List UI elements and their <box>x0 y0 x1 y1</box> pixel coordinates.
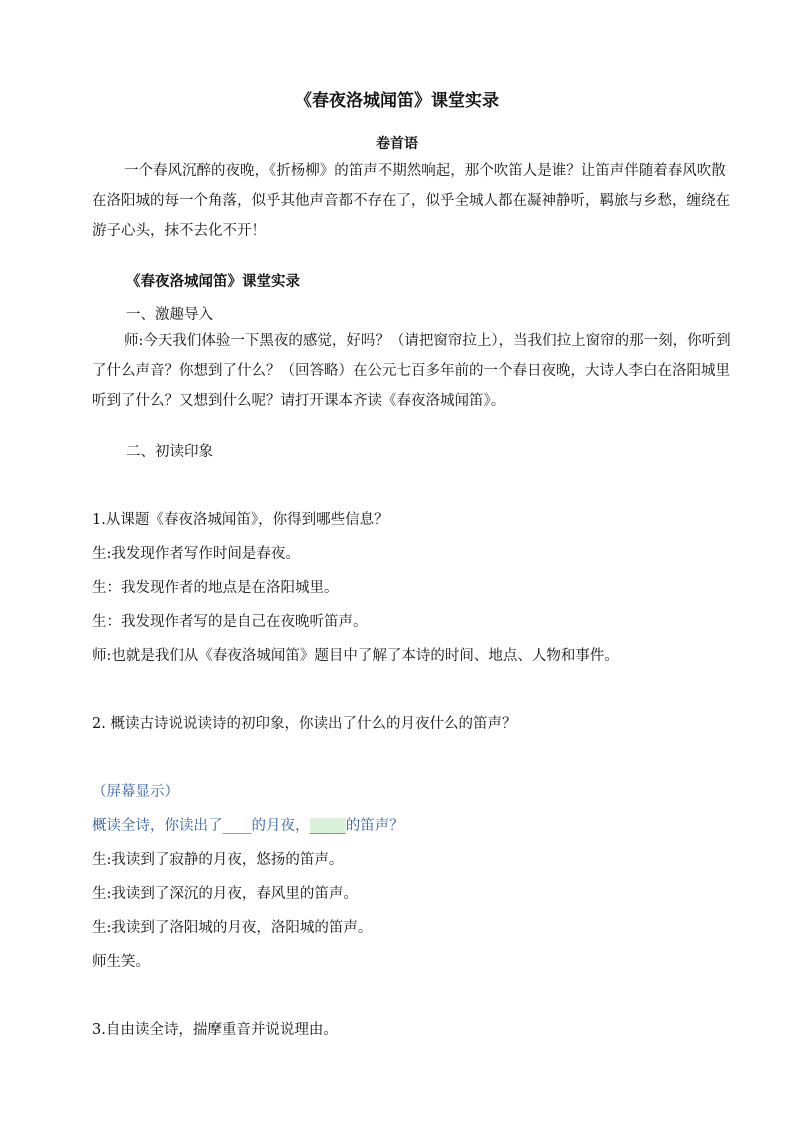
question-2: 2. 概读古诗说说读诗的初印象，你读出了什么的月夜什么的笛声？ <box>92 716 517 732</box>
question-1: 1.从课题《春夜洛城闻笛》，你得到哪些信息？ <box>92 512 389 528</box>
laughter-note: 师生笑。 <box>92 954 150 970</box>
teacher-summary: 师:也就是我们从《春夜洛城闻笛》题目中了解了本诗的时间、地点、人物和事件。 <box>92 648 619 664</box>
student-answer-3: 生：我发现作者写的是自己在夜晚听笛声。 <box>92 614 368 630</box>
student-answer-2: 生：我发现作者的地点是在洛阳城里。 <box>92 580 339 596</box>
screen-prompt-part-2: 的笛声？ <box>345 818 404 834</box>
student-reading-3: 生:我读到了洛阳城的月夜，洛阳城的笛声。 <box>92 920 373 936</box>
student-answer-1: 生:我发现作者写作时间是春夜。 <box>92 546 300 562</box>
section-title: 《春夜洛城闻笛》课堂实录 <box>126 273 300 290</box>
screen-prompt <box>92 814 404 835</box>
heading-first-reading: 二、初读印象 <box>126 444 213 460</box>
preface-heading: 卷首语 <box>376 136 418 152</box>
question-3: 3.自由读全诗，揣摩重音并说说理由。 <box>92 1022 338 1038</box>
screen-prompt-blank: _____ <box>309 818 346 834</box>
preface-paragraph: 一个春风沉醉的夜晚，《折杨柳》的笛声不期然响起，那个吹笛人是谁？让笛声伴随着春风吹散在洛阳城的每一个角落，似乎其他声音都不存在了，似乎全城人都在凝神静听，羁旅与乡愁，缠绕在游子心头，抹不去化不开！ <box>92 163 730 239</box>
screen-display-label: （屏幕显示） <box>92 784 179 800</box>
student-reading-1: 生:我读到了寂静的月夜，悠扬的笛声。 <box>92 852 344 868</box>
intro-paragraph: 师:今天我们体验一下黑夜的感觉，好吗？（请把窗帘拉上），当我们拉上窗帘的那一刻，你听到了什么声音？你想到了什么？（回答略）在公元七百多年前的一个春日夜晚，大诗人李白在洛阳城里听到了什么？又想到什么呢？请打开课本齐读《春夜洛城闻笛》。 <box>92 333 731 409</box>
doc-title: 《春夜洛城闻笛》课堂实录 <box>295 91 499 111</box>
heading-intro: 一、激趣导入 <box>126 307 213 323</box>
screen-prompt-part-1: 概读全诗，你读出了____的月夜， <box>92 818 310 834</box>
student-reading-2: 生:我读到了深沉的月夜，春风里的笛声。 <box>92 886 358 902</box>
